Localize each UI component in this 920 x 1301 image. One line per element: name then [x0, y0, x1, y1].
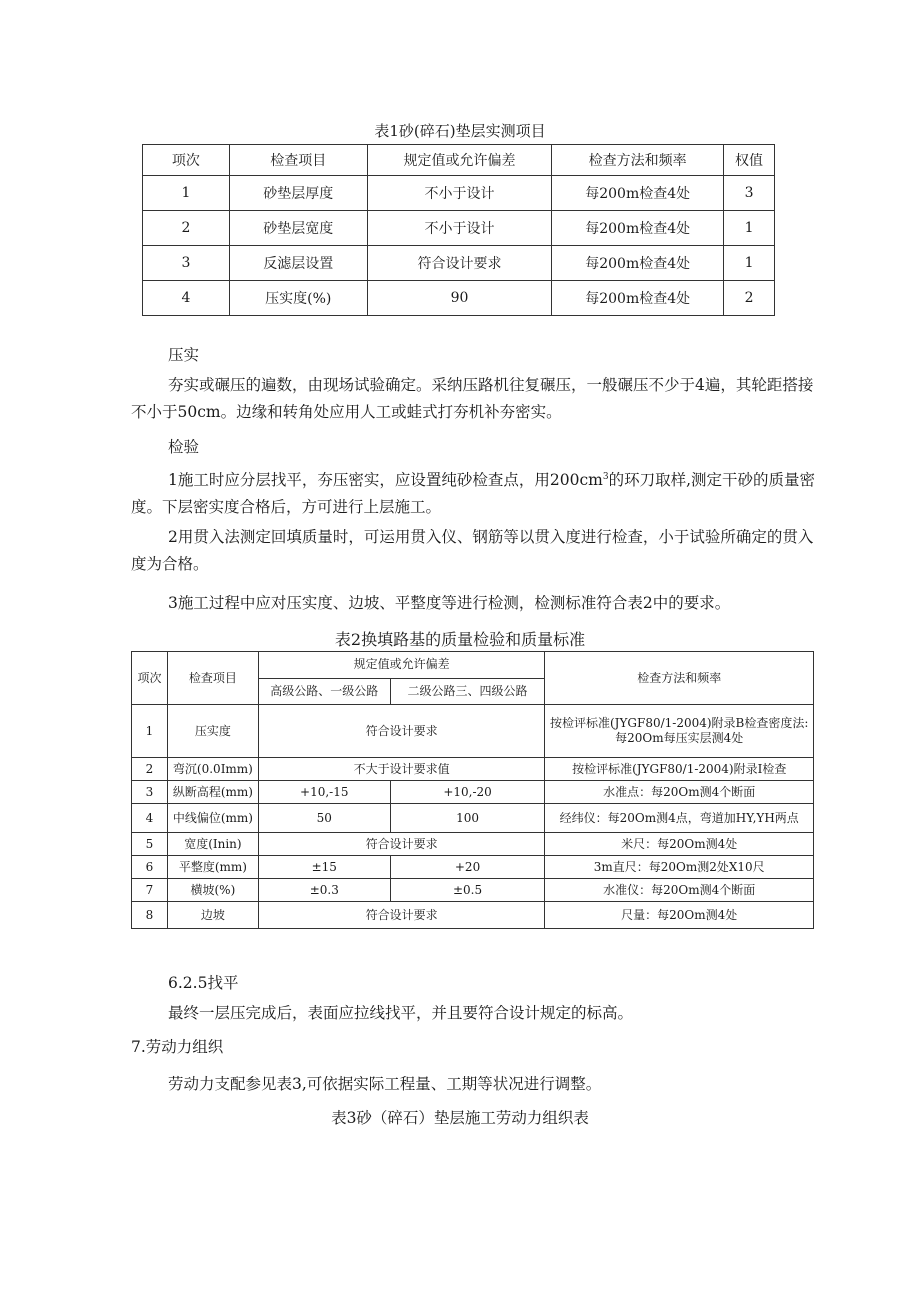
- compaction-heading: 压实: [168, 346, 200, 364]
- table1: [142, 144, 775, 316]
- labor-text: 劳动力支配参见表3,可依据实际工程量、工期等状况进行调整。: [168, 1075, 602, 1093]
- compaction-text: 夯实或碾压的遍数，由现场试验确定。采纳压路机往复碾压，一般碾压不少于4遍，其轮距搭接不小于50cm。边缘和转角处应用人工或蛙式打夯机补夯密实。: [131, 376, 814, 421]
- table-cell: 边坡: [167, 902, 258, 929]
- table-cell: 4: [132, 804, 168, 833]
- table1-header-row: [143, 145, 775, 176]
- table-cell: 按检评标准(JYGF80/1-2004)附录B检查密度法:每20Om每压实层测4处: [545, 705, 814, 758]
- table-cell: +10,-20: [390, 781, 545, 804]
- inspection-p1-end: 的环刀取样,测定干砂的质量密度。下层密实度合格后，方可进行上层施工。: [131, 471, 815, 517]
- table-cell: 3: [132, 781, 168, 804]
- table-cell: 3: [143, 246, 230, 281]
- table2-header: 规定值或允许偏差: [258, 652, 545, 679]
- table-cell: 弯沉(0.0Imm): [167, 758, 258, 781]
- table-cell: 每200m检查4处: [552, 281, 724, 316]
- table2-header-row: [132, 652, 814, 679]
- table2-header: 检查项目: [167, 652, 258, 705]
- table-row: [143, 211, 775, 246]
- table-cell: 不小于设计: [367, 211, 552, 246]
- table-cell: 尺量：每20Om测4处: [545, 902, 814, 929]
- table-cell: 压实度(%): [229, 281, 367, 316]
- table2: [131, 651, 814, 929]
- table-cell: 水准仪：每20Om测4个断面: [545, 879, 814, 902]
- table-row: [132, 879, 814, 902]
- table-cell: 1: [132, 705, 168, 758]
- table-cell: 符合设计要求: [367, 246, 552, 281]
- table-cell: 4: [143, 281, 230, 316]
- table-row: [132, 781, 814, 804]
- inspection-p2: 2用贯入法测定回填质量时，可运用贯入仪、钢筋等以贯入度进行检查，小于试验所确定的贯入度为合格。: [131, 528, 814, 573]
- table-cell: 符合设计要求: [258, 705, 545, 758]
- table-cell: 2: [724, 281, 775, 316]
- table-cell: 砂垫层宽度: [229, 211, 367, 246]
- table-cell: +20: [390, 856, 545, 879]
- table2-caption: 表2换填路基的质量检验和质量标准: [334, 630, 586, 649]
- table-cell: 按检评标准(JYGF80/1-2004)附录I检查: [545, 758, 814, 781]
- table-row: [132, 856, 814, 879]
- leveling-text: 最终一层压完成后，表面应拉线找平，并且要符合设计规定的标高。: [168, 1004, 634, 1022]
- table1-header: 检查方法和频率: [552, 145, 724, 176]
- table-cell: 不小于设计: [367, 176, 552, 211]
- table-cell: 2: [132, 758, 168, 781]
- table-cell: 符合设计要求: [258, 902, 545, 929]
- table-row: [132, 758, 814, 781]
- table-cell: 1: [724, 211, 775, 246]
- table-cell: 砂垫层厚度: [229, 176, 367, 211]
- table-cell: 每200m检查4处: [552, 211, 724, 246]
- table-cell: 1: [143, 176, 230, 211]
- table-cell: 横坡(%): [167, 879, 258, 902]
- table2-header: 项次: [132, 652, 168, 705]
- table-cell: ±15: [258, 856, 390, 879]
- table-cell: ±0.3: [258, 879, 390, 902]
- table1-header: 项次: [143, 145, 230, 176]
- leveling-heading: 6.2.5找平: [168, 974, 239, 992]
- table-cell: 压实度: [167, 705, 258, 758]
- table-cell: 5: [132, 833, 168, 856]
- table-cell: +10,-15: [258, 781, 390, 804]
- table1-header: 权值: [724, 145, 775, 176]
- inspection-p3: 3施工过程中应对压实度、边坡、平整度等进行检测，检测标准符合表2中的要求。: [168, 594, 731, 612]
- table-cell: 水准点：每20Om测4个断面: [545, 781, 814, 804]
- table2-header: 高级公路、一级公路: [258, 678, 390, 705]
- table-cell: 8: [132, 902, 168, 929]
- table-cell: 100: [390, 804, 545, 833]
- table-cell: 50: [258, 804, 390, 833]
- labor-heading: 7.劳动力组织: [131, 1038, 224, 1056]
- table-row: [143, 281, 775, 316]
- table-cell: ±0.5: [390, 879, 545, 902]
- table-cell: 符合设计要求: [258, 833, 545, 856]
- table-cell: 每200m检查4处: [552, 246, 724, 281]
- table-row: [143, 176, 775, 211]
- table1-header: 检查项目: [229, 145, 367, 176]
- table-cell: 90: [367, 281, 552, 316]
- table-cell: 纵断高程(mm): [167, 781, 258, 804]
- table-cell: 3: [724, 176, 775, 211]
- table-cell: 不大于设计要求值: [258, 758, 545, 781]
- table-cell: 7: [132, 879, 168, 902]
- table-cell: 平整度(mm): [167, 856, 258, 879]
- table-row: [143, 246, 775, 281]
- table-cell: 每200m检查4处: [552, 176, 724, 211]
- inspection-heading: 检验: [168, 438, 200, 456]
- table-cell: 中线偏位(mm): [167, 804, 258, 833]
- table-cell: 米尺：每20Om测4处: [545, 833, 814, 856]
- table-row: [132, 705, 814, 758]
- table-cell: 6: [132, 856, 168, 879]
- table-cell: 3m直尺：每20Om测2处X10尺: [545, 856, 814, 879]
- table1-caption: 表1砂(碎石)垫层实测项目: [374, 122, 546, 140]
- table-cell: 反滤层设置: [229, 246, 367, 281]
- table3-caption: 表3砂（碎石）垫层施工劳动力组织表: [331, 1109, 589, 1127]
- table-cell: 经纬仪：每20Om测4点，弯道加HY,YH两点: [545, 804, 814, 833]
- inspection-p1-start: 1施工时应分层找平，夯压密实，应设置纯砂检查点，用200cm: [168, 471, 603, 490]
- table-row: [132, 804, 814, 833]
- table-row: [132, 902, 814, 929]
- table2-header: 二级公路三、四级公路: [390, 678, 545, 705]
- table1-header: 规定值或允许偏差: [367, 145, 552, 176]
- inspection-p1: [131, 464, 821, 521]
- table-cell: 宽度(Inin): [167, 833, 258, 856]
- table-cell: 2: [143, 211, 230, 246]
- table-cell: 1: [724, 246, 775, 281]
- table2-header: 检查方法和频率: [545, 652, 814, 705]
- superscript: 3: [602, 472, 609, 482]
- table-row: [132, 833, 814, 856]
